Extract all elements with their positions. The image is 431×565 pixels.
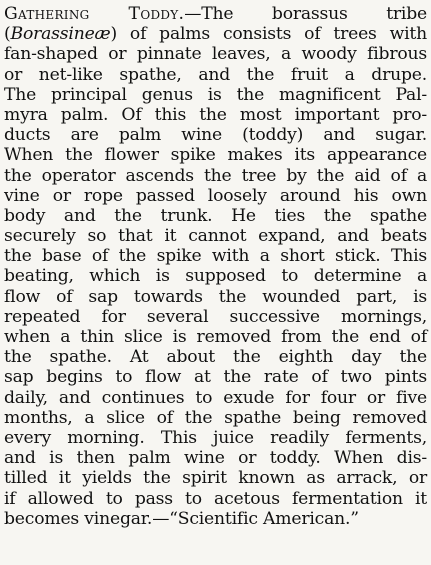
line-lead: (: [4, 24, 11, 45]
article-line-22: every morning. This juice readily ferments,: [4, 427, 427, 448]
article-line-26: becomes vinegar.—“Scientific American.”: [4, 508, 359, 529]
article-line-10: vine or rope passed loosely around his own: [4, 185, 427, 206]
article-line-19: sap begins to flow at the rate of two pints: [4, 367, 427, 388]
article-line-2: [4, 24, 427, 44]
article-line-3: fan-shaped or pinnate leaves, a woody fibrous: [4, 44, 427, 65]
article-line-16: repeated for several successive mornings,: [4, 306, 427, 327]
article-line-6: myra palm. Of this the most important pro-: [4, 104, 427, 125]
article-line-7: ducts are palm wine (toddy) and sugar.: [4, 125, 427, 146]
article-line-1: [4, 4, 427, 24]
article-line-21: months, a slice of the spathe being removed: [4, 407, 427, 428]
article-line-15: flow of sap towards the wounded part, is: [4, 286, 427, 307]
article-line-20: daily, and continues to exude for four or five: [4, 387, 427, 408]
article-line-5: The principal genus is the magnificent Pal-: [4, 84, 427, 105]
article-line-23: and is then palm wine or toddy. When dis-: [4, 448, 427, 469]
article-line-14: beating, which is supposed to determine a: [4, 266, 427, 287]
article-line-13: the base of the spike with a short stick. This: [4, 246, 427, 267]
italic-term: Borassineæ: [10, 24, 111, 45]
article-line-17: when a thin slice is removed from the end of: [4, 327, 427, 347]
article-line-25: if allowed to pass to acetous fermentation it: [4, 488, 427, 509]
line-text: ) of palms consists of trees with: [110, 24, 427, 45]
article-line-12: securely so that it cannot expand, and beats: [4, 226, 427, 247]
article-line-24: tilled it yields the spirit known as arrack, or: [4, 468, 427, 489]
article-line-4: or net-like spathe, and the fruit a drupe.: [4, 64, 427, 85]
article-line-8: When the flower spike makes its appearance: [4, 145, 427, 166]
article-headline: Gathering Toddy.: [4, 4, 185, 24]
article-line-11: body and the trunk. He ties the spathe: [4, 205, 427, 226]
article-line-18: the spathe. At about the eighth day the: [4, 347, 427, 368]
article-line-9: the operator ascends the tree by the aid of a: [4, 165, 427, 186]
line-text: —The borassus tribe: [184, 4, 427, 24]
